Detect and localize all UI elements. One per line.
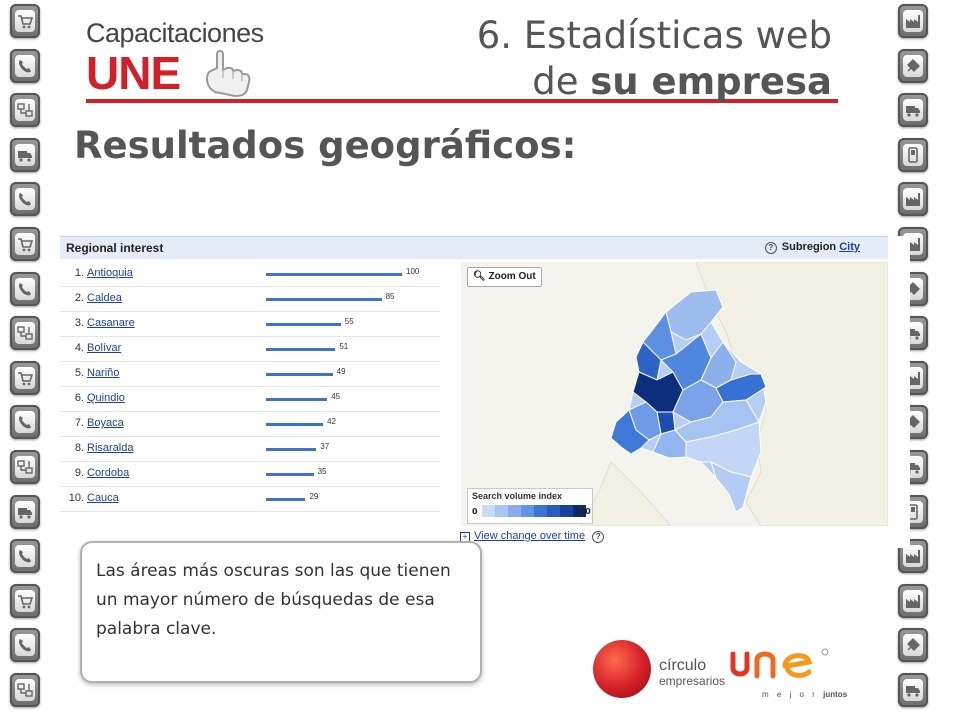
region-row (60, 387, 440, 412)
factory-icon (898, 584, 928, 618)
factory-icon (898, 182, 928, 216)
legend-swatch (508, 505, 521, 517)
region-row (60, 412, 440, 437)
region-name-link[interactable]: Casanare (87, 317, 135, 329)
region-row (60, 437, 440, 462)
circulo-line2: empresarios (659, 674, 726, 688)
region-bar (266, 298, 382, 301)
region-value: 49 (336, 367, 346, 376)
region-name-link[interactable]: Quindio (87, 392, 125, 404)
cart-icon (10, 361, 40, 395)
mobile-icon (898, 138, 928, 172)
region-rank: 4. (74, 342, 84, 354)
page-title-prefix: de (532, 60, 579, 103)
region-name-link[interactable]: Antioquia (87, 267, 133, 279)
page-title-line1: 6. Estadísticas web (476, 14, 832, 57)
network-icon (10, 93, 40, 127)
section-heading: Resultados geográficos: (74, 124, 577, 167)
region-rank: 6. (74, 392, 84, 404)
une-tagline (762, 690, 847, 699)
region-rank: 8. (74, 442, 84, 454)
legend-max: 100 (574, 507, 591, 516)
logo-une-text: UNE (86, 47, 181, 99)
region-value: 35 (317, 467, 327, 476)
note-callout (80, 541, 482, 683)
cart-icon (10, 227, 40, 261)
region-name-link[interactable]: Nariño (87, 367, 120, 379)
network-icon (10, 450, 40, 484)
phone-icon (10, 628, 40, 662)
legend-min: 0 (472, 507, 478, 516)
magnifier-icon: 🔍︎ (473, 271, 486, 282)
panel-title: Regional interest (66, 241, 164, 255)
region-value: 42 (327, 417, 337, 426)
truck-icon (898, 673, 928, 707)
phone-icon (10, 182, 40, 216)
region-rank: 10. (68, 492, 84, 504)
subregion-label: Subregion (781, 241, 837, 253)
region-value: 37 (320, 442, 330, 451)
legend-title: Search volume index (472, 491, 563, 501)
region-name-link[interactable]: Bolívar (87, 342, 122, 354)
search-volume-legend (467, 488, 593, 524)
view-change-label: View change over time (474, 530, 586, 542)
map-svg (461, 262, 888, 526)
zoom-out-label: Zoom Out (488, 271, 536, 282)
legend-swatch (521, 505, 534, 517)
page-title-line2 (532, 60, 832, 103)
region-value: 29 (309, 492, 319, 501)
region-rank: 9. (74, 467, 84, 479)
region-value: 45 (331, 392, 341, 401)
view-change-over-time-link[interactable] (460, 530, 609, 543)
region-rank: 5. (74, 367, 84, 379)
truck-icon (898, 93, 928, 127)
region-row (60, 362, 440, 387)
help-icon[interactable]: ? (765, 242, 777, 254)
help-icon[interactable]: ? (592, 531, 604, 543)
zoom-out-button[interactable] (467, 267, 542, 287)
phone-icon (10, 539, 40, 573)
region-bar (266, 348, 335, 351)
region-bar (266, 423, 323, 426)
expand-icon: + (460, 532, 470, 542)
region-rank: 2. (74, 292, 84, 304)
circulo-line1: círculo (659, 657, 707, 674)
region-name-link[interactable]: Risaralda (87, 442, 134, 454)
network-icon (10, 673, 40, 707)
legend-swatch (495, 505, 508, 517)
truck-icon (10, 495, 40, 529)
subregion-selector (765, 241, 860, 254)
region-name-link[interactable]: Boyaca (87, 417, 124, 429)
region-value: 85 (385, 292, 395, 301)
region-bar (266, 398, 327, 401)
truck-icon (10, 138, 40, 172)
circulo-empresarios-logo (593, 640, 651, 698)
region-rank: 3. (74, 317, 84, 329)
colombia-map[interactable] (461, 262, 888, 526)
panel-header (60, 236, 888, 259)
region-name-link[interactable]: Cauca (87, 492, 119, 504)
region-row (60, 312, 440, 337)
factory-icon (898, 4, 928, 38)
region-row (60, 262, 440, 287)
region-name-link[interactable]: Cordoba (87, 467, 130, 479)
region-bar (266, 473, 314, 476)
left-icon-column (6, 0, 46, 720)
page-title-bold: su empresa (590, 60, 832, 103)
plug-icon (898, 628, 928, 662)
plug-icon (898, 49, 928, 83)
region-rank: 7. (74, 417, 84, 429)
tagline-mejor: m e j o r (762, 690, 818, 699)
phone-icon (10, 272, 40, 306)
legend-swatch (534, 505, 547, 517)
region-value: 51 (339, 342, 349, 351)
regional-interest-panel (60, 236, 910, 548)
legend-swatch (560, 505, 573, 517)
legend-swatch (482, 505, 495, 517)
region-bar (266, 448, 316, 451)
region-row (60, 337, 440, 362)
note-text: Las áreas más oscuras son las que tienen un mayor número de búsquedas de esa palabra clave. (96, 561, 451, 639)
cart-icon (10, 4, 40, 38)
une-logo (729, 646, 839, 680)
region-row (60, 462, 440, 487)
region-row (60, 487, 440, 512)
pointing-hand-icon (201, 48, 253, 98)
region-bar (266, 273, 402, 276)
region-row (60, 287, 440, 312)
subregion-city-link[interactable]: City (839, 241, 860, 253)
region-bar (266, 498, 305, 501)
circulo-empresarios-text (659, 658, 725, 689)
region-bar (266, 323, 341, 326)
region-value: 100 (406, 267, 420, 276)
network-icon (10, 316, 40, 350)
legend-swatch (547, 505, 560, 517)
region-bar (266, 373, 333, 376)
region-list (60, 262, 440, 512)
region-value: 55 (344, 317, 354, 326)
legend-color-scale (482, 505, 586, 517)
region-rank: 1. (74, 267, 84, 279)
region-name-link[interactable]: Caldea (87, 292, 122, 304)
tagline-juntos: juntos (823, 690, 848, 699)
logo-capacitaciones-text: Capacitaciones (86, 18, 264, 48)
phone-icon (10, 405, 40, 439)
cart-icon (10, 584, 40, 618)
phone-icon (10, 49, 40, 83)
